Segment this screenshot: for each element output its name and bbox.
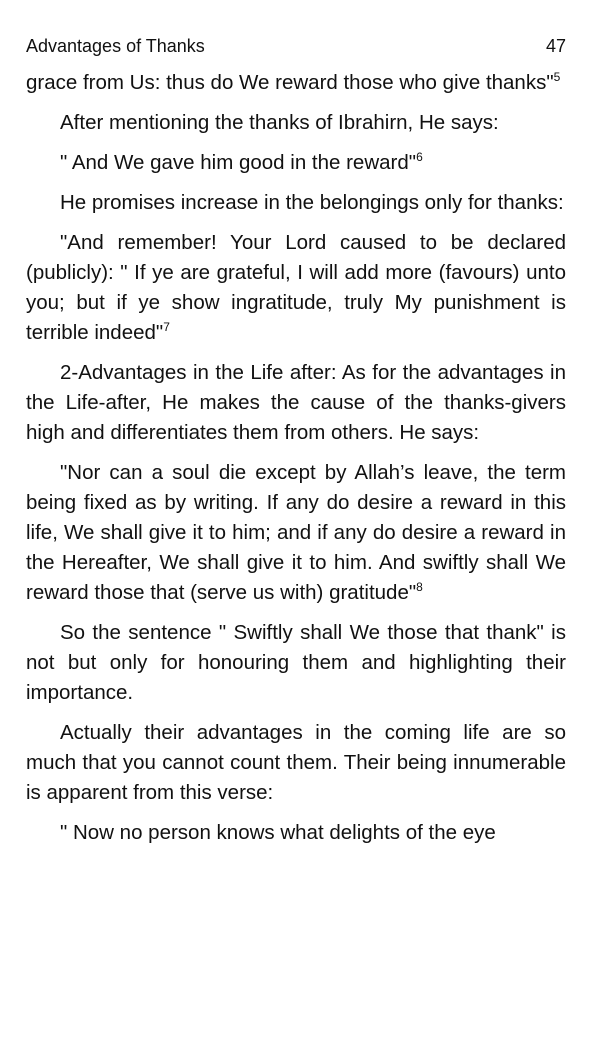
paragraph-text: He promises increase in the belongings only for thanks: xyxy=(60,191,564,214)
paragraph xyxy=(26,718,566,808)
paragraph xyxy=(26,108,566,138)
paragraph-text: Actually their advantages in the coming life are so much that you cannot count them. Their being innumerable is apparent from this verse: xyxy=(26,721,566,804)
quoted-verse xyxy=(26,818,566,848)
footnote-marker: 7 xyxy=(163,320,170,335)
paragraph-text: 2-Advantages in the Life after: As for the advantages in the Life-after, He makes the cause of the thanks-givers high and differentiates them from others. He says: xyxy=(26,361,566,444)
paragraph-text: grace from Us: thus do We reward those who give thanks" xyxy=(26,71,554,94)
quoted-verse xyxy=(26,458,566,608)
footnote-marker: 5 xyxy=(553,70,561,85)
page-body xyxy=(26,68,566,848)
paragraph-text: " And We gave him good in the reward" xyxy=(60,151,417,174)
running-title: Advantages of Thanks xyxy=(26,36,205,56)
paragraph-text: After mentioning the thanks of Ibrahirn, He says: xyxy=(60,111,499,134)
page-number: 47 xyxy=(545,36,566,56)
paragraph-text: "And remember! Your Lord caused to be declared (publicly): " If ye are grateful, I will add more (favours) unto you; but if ye show ingratitude, truly My punishment is terrible indeed" xyxy=(26,231,566,344)
paragraph-text: " Now no person knows what delights of the eye xyxy=(60,821,496,844)
section-paragraph xyxy=(26,358,566,448)
paragraph-continuation xyxy=(26,68,566,98)
paragraph-text: "Nor can a soul die except by Allah’s leave, the term being fixed as by writing. If any do desire a reward in this life, We shall give it to him; and if any do desire a reward in the Hereafter, We shall give it to him. And swiftly shall We reward those that (serve us with) gratitude" xyxy=(26,461,566,604)
running-header xyxy=(26,34,566,58)
paragraph-text: So the sentence " Swiftly shall We those that thank" is not but only for honouring them and highlighting their importance. xyxy=(26,621,566,704)
quoted-verse xyxy=(26,148,566,178)
paragraph xyxy=(26,188,566,218)
footnote-marker: 8 xyxy=(416,580,423,595)
paragraph xyxy=(26,618,566,708)
quoted-verse xyxy=(26,228,566,348)
footnote-marker: 6 xyxy=(416,150,423,165)
book-page xyxy=(26,34,566,858)
